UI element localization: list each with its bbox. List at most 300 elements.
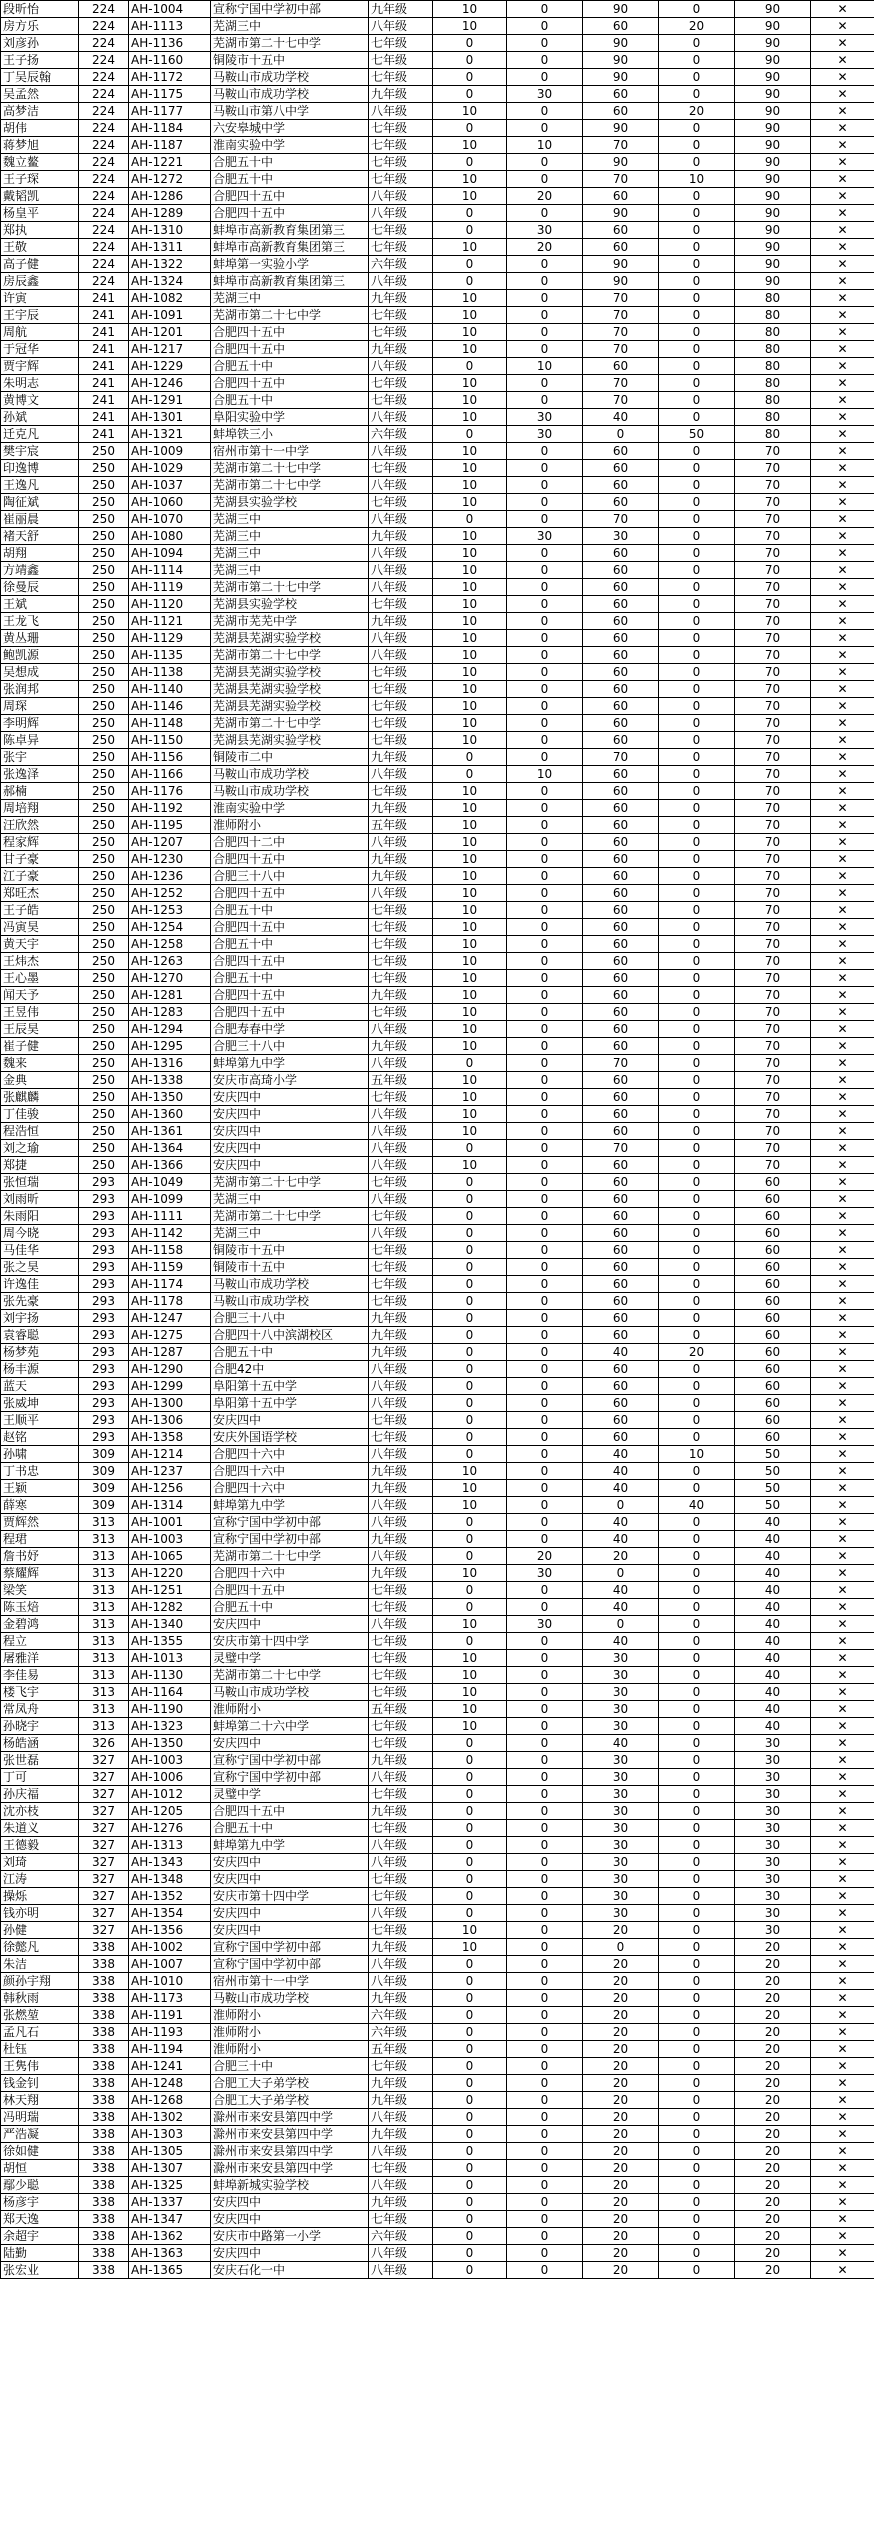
score-b-cell: 0 [507,1327,583,1344]
rank-cell: 338 [79,1990,129,2007]
score-c-cell: 60 [583,613,659,630]
school-cell: 马鞍山市成功学校 [211,783,369,800]
candidate-id-cell: AH-1142 [129,1225,211,1242]
grade-cell: 七年级 [369,919,433,936]
score-c-cell: 70 [583,375,659,392]
table-row [1,630,874,647]
total-cell: 90 [735,120,811,137]
score-d-cell: 0 [659,1650,735,1667]
candidate-id-cell: AH-1159 [129,1259,211,1276]
score-a-cell: 10 [433,783,507,800]
total-cell: 60 [735,1327,811,1344]
grade-cell: 八年级 [369,1514,433,1531]
score-d-cell: 0 [659,2245,735,2262]
candidate-id-cell: AH-1119 [129,579,211,596]
score-d-cell: 0 [659,69,735,86]
score-b-cell: 0 [507,1769,583,1786]
total-cell: 30 [735,1803,811,1820]
rank-cell: 224 [79,103,129,120]
student-name-cell: 朱明志 [1,375,79,392]
score-b-cell: 0 [507,1191,583,1208]
grade-cell: 八年级 [369,18,433,35]
score-b-cell: 0 [507,715,583,732]
candidate-id-cell: AH-1316 [129,1055,211,1072]
table-row [1,1259,874,1276]
score-a-cell: 0 [433,222,507,239]
candidate-id-cell: AH-1221 [129,154,211,171]
cross-icon: ✕ [811,120,874,137]
school-cell: 合肥五十中 [211,1599,369,1616]
score-b-cell: 0 [507,732,583,749]
cross-icon: ✕ [811,1242,874,1259]
score-b-cell: 0 [507,1174,583,1191]
student-name-cell: 冯寅昊 [1,919,79,936]
grade-cell: 七年级 [369,1718,433,1735]
student-name-cell: 闻天予 [1,987,79,1004]
score-d-cell: 0 [659,1667,735,1684]
rank-cell: 250 [79,817,129,834]
student-name-cell: 余超宇 [1,2228,79,2245]
candidate-id-cell: AH-1190 [129,1701,211,1718]
total-cell: 70 [735,477,811,494]
grade-cell: 七年级 [369,953,433,970]
cross-icon: ✕ [811,1412,874,1429]
score-d-cell: 0 [659,443,735,460]
student-name-cell: 金碧鸿 [1,1616,79,1633]
rank-cell: 313 [79,1633,129,1650]
cross-icon: ✕ [811,970,874,987]
student-name-cell: 王炜杰 [1,953,79,970]
total-cell: 40 [735,1616,811,1633]
school-cell: 安庆四中 [211,1412,369,1429]
table-row [1,613,874,630]
grade-cell: 九年级 [369,2075,433,2092]
score-a-cell: 10 [433,630,507,647]
cross-icon: ✕ [811,1072,874,1089]
score-b-cell: 0 [507,477,583,494]
school-cell: 宣称宁国中学初中部 [211,1769,369,1786]
score-b-cell: 0 [507,800,583,817]
student-name-cell: 郑捷 [1,1157,79,1174]
school-cell: 淮师附小 [211,817,369,834]
score-d-cell: 0 [659,902,735,919]
student-name-cell: 汪欣然 [1,817,79,834]
candidate-id-cell: AH-1099 [129,1191,211,1208]
grade-cell: 九年级 [369,290,433,307]
candidate-id-cell: AH-1158 [129,1242,211,1259]
cross-icon: ✕ [811,1803,874,1820]
score-c-cell: 60 [583,1395,659,1412]
grade-cell: 八年级 [369,1854,433,1871]
score-b-cell: 0 [507,596,583,613]
grade-cell: 九年级 [369,2092,433,2109]
score-c-cell: 60 [583,766,659,783]
student-name-cell: 丁佳骏 [1,1106,79,1123]
table-row [1,698,874,715]
grade-cell: 八年级 [369,2245,433,2262]
candidate-id-cell: AH-1338 [129,1072,211,1089]
score-a-cell: 0 [433,1837,507,1854]
cross-icon: ✕ [811,1939,874,1956]
score-a-cell: 0 [433,2058,507,2075]
score-c-cell: 30 [583,1752,659,1769]
total-cell: 40 [735,1565,811,1582]
score-c-cell: 20 [583,2007,659,2024]
school-cell: 淮南实验中学 [211,800,369,817]
candidate-id-cell: AH-1006 [129,1769,211,1786]
grade-cell: 八年级 [369,630,433,647]
score-c-cell: 60 [583,1327,659,1344]
score-c-cell: 20 [583,2041,659,2058]
score-b-cell: 0 [507,1497,583,1514]
grade-cell: 七年级 [369,120,433,137]
score-b-cell: 0 [507,1735,583,1752]
cross-icon: ✕ [811,35,874,52]
candidate-id-cell: AH-1174 [129,1276,211,1293]
candidate-id-cell: AH-1129 [129,630,211,647]
rank-cell: 338 [79,2092,129,2109]
total-cell: 70 [735,868,811,885]
score-a-cell: 10 [433,1701,507,1718]
student-name-cell: 张威坤 [1,1395,79,1412]
rank-cell: 224 [79,273,129,290]
cross-icon: ✕ [811,2143,874,2160]
score-c-cell: 60 [583,834,659,851]
score-d-cell: 0 [659,698,735,715]
student-name-cell: 杨皇平 [1,205,79,222]
rank-cell: 250 [79,1106,129,1123]
grade-cell: 七年级 [369,2160,433,2177]
total-cell: 20 [735,1990,811,2007]
total-cell: 70 [735,1140,811,1157]
total-cell: 80 [735,426,811,443]
score-a-cell: 10 [433,1565,507,1582]
rank-cell: 338 [79,2109,129,2126]
score-a-cell: 10 [433,375,507,392]
candidate-id-cell: AH-1237 [129,1463,211,1480]
score-c-cell: 60 [583,1310,659,1327]
rank-cell: 338 [79,2228,129,2245]
score-d-cell: 0 [659,953,735,970]
rank-cell: 313 [79,1531,129,1548]
score-a-cell: 0 [433,120,507,137]
score-b-cell: 0 [507,1922,583,1939]
total-cell: 70 [735,664,811,681]
school-cell: 蚌埠第九中学 [211,1497,369,1514]
score-c-cell: 70 [583,511,659,528]
student-name-cell: 程立 [1,1633,79,1650]
school-cell: 合肥四十五中 [211,851,369,868]
rank-cell: 224 [79,154,129,171]
cross-icon: ✕ [811,851,874,868]
score-a-cell: 10 [433,460,507,477]
table-row [1,358,874,375]
score-d-cell: 0 [659,358,735,375]
student-name-cell: 李佳易 [1,1667,79,1684]
candidate-id-cell: AH-1301 [129,409,211,426]
score-a-cell: 0 [433,1055,507,1072]
table-row [1,1378,874,1395]
student-name-cell: 张之昊 [1,1259,79,1276]
score-d-cell: 0 [659,2211,735,2228]
total-cell: 70 [735,443,811,460]
grade-cell: 七年级 [369,1429,433,1446]
candidate-id-cell: AH-1121 [129,613,211,630]
grade-cell: 九年级 [369,851,433,868]
score-b-cell: 0 [507,970,583,987]
cross-icon: ✕ [811,630,874,647]
score-c-cell: 70 [583,1140,659,1157]
table-row [1,2177,874,2194]
rank-cell: 250 [79,919,129,936]
score-b-cell: 10 [507,137,583,154]
total-cell: 90 [735,52,811,69]
student-name-cell: 孙晓宇 [1,1718,79,1735]
candidate-id-cell: AH-1230 [129,851,211,868]
score-d-cell: 0 [659,868,735,885]
school-cell: 蚌埠第九中学 [211,1055,369,1072]
candidate-id-cell: AH-1294 [129,1021,211,1038]
cross-icon: ✕ [811,698,874,715]
score-c-cell: 60 [583,1089,659,1106]
total-cell: 70 [735,579,811,596]
cross-icon: ✕ [811,103,874,120]
score-b-cell: 0 [507,919,583,936]
total-cell: 20 [735,1973,811,1990]
score-c-cell: 40 [583,1446,659,1463]
cross-icon: ✕ [811,1259,874,1276]
total-cell: 70 [735,545,811,562]
cross-icon: ✕ [811,1871,874,1888]
candidate-id-cell: AH-1360 [129,1106,211,1123]
grade-cell: 九年级 [369,613,433,630]
score-b-cell: 0 [507,171,583,188]
table-row [1,2143,874,2160]
student-name-cell: 黄天宇 [1,936,79,953]
total-cell: 50 [735,1497,811,1514]
score-a-cell: 0 [433,1344,507,1361]
school-cell: 芜湖市第二十七中学 [211,35,369,52]
table-row [1,1973,874,1990]
grade-cell: 八年级 [369,834,433,851]
total-cell: 40 [735,1514,811,1531]
table-row [1,1276,874,1293]
total-cell: 50 [735,1463,811,1480]
score-a-cell: 10 [433,1684,507,1701]
total-cell: 90 [735,256,811,273]
school-cell: 芜湖县芜湖实验学校 [211,732,369,749]
student-name-cell: 梁笑 [1,1582,79,1599]
total-cell: 60 [735,1225,811,1242]
score-c-cell: 90 [583,205,659,222]
cross-icon: ✕ [811,817,874,834]
rank-cell: 250 [79,885,129,902]
school-cell: 合肥四十五中 [211,188,369,205]
total-cell: 20 [735,2007,811,2024]
total-cell: 30 [735,1769,811,1786]
school-cell: 滁州市来安县第四中学 [211,2143,369,2160]
candidate-id-cell: AH-1254 [129,919,211,936]
score-a-cell: 0 [433,1633,507,1650]
score-d-cell: 0 [659,1718,735,1735]
candidate-id-cell: AH-1140 [129,681,211,698]
score-a-cell: 10 [433,1480,507,1497]
rank-cell: 250 [79,477,129,494]
rank-cell: 241 [79,409,129,426]
school-cell: 宣称宁国中学初中部 [211,1956,369,1973]
rank-cell: 250 [79,596,129,613]
score-a-cell: 0 [433,1293,507,1310]
student-name-cell: 高子健 [1,256,79,273]
student-name-cell: 周航 [1,324,79,341]
cross-icon: ✕ [811,1021,874,1038]
student-name-cell: 黄丛珊 [1,630,79,647]
score-d-cell: 0 [659,1582,735,1599]
rank-cell: 250 [79,579,129,596]
student-name-cell: 王龙飞 [1,613,79,630]
total-cell: 20 [735,2245,811,2262]
score-b-cell: 0 [507,1106,583,1123]
grade-cell: 八年级 [369,273,433,290]
rank-cell: 338 [79,2194,129,2211]
score-b-cell: 0 [507,1021,583,1038]
score-a-cell: 10 [433,1650,507,1667]
score-d-cell: 0 [659,919,735,936]
grade-cell: 八年级 [369,885,433,902]
table-row [1,1701,874,1718]
student-name-cell: 丁吴辰翰 [1,69,79,86]
candidate-id-cell: AH-1290 [129,1361,211,1378]
candidate-id-cell: AH-1350 [129,1089,211,1106]
score-c-cell: 60 [583,1293,659,1310]
score-a-cell: 0 [433,1548,507,1565]
rank-cell: 224 [79,120,129,137]
candidate-id-cell: AH-1302 [129,2109,211,2126]
score-d-cell: 0 [659,749,735,766]
total-cell: 70 [735,1106,811,1123]
score-d-cell: 0 [659,2058,735,2075]
grade-cell: 五年级 [369,2041,433,2058]
student-name-cell: 王敬 [1,239,79,256]
score-b-cell: 20 [507,1548,583,1565]
score-d-cell: 0 [659,2075,735,2092]
score-c-cell: 60 [583,494,659,511]
score-d-cell: 0 [659,1837,735,1854]
score-a-cell: 0 [433,1973,507,1990]
score-b-cell: 0 [507,52,583,69]
score-d-cell: 0 [659,120,735,137]
grade-cell: 七年级 [369,239,433,256]
student-name-cell: 薛寒 [1,1497,79,1514]
student-name-cell: 胡伟 [1,120,79,137]
score-a-cell: 0 [433,2245,507,2262]
cross-icon: ✕ [811,1480,874,1497]
student-name-cell: 王辰昊 [1,1021,79,1038]
score-a-cell: 10 [433,953,507,970]
score-a-cell: 0 [433,426,507,443]
student-name-cell: 刘彦孙 [1,35,79,52]
candidate-id-cell: AH-1276 [129,1820,211,1837]
total-cell: 60 [735,1429,811,1446]
score-b-cell: 10 [507,358,583,375]
candidate-id-cell: AH-1356 [129,1922,211,1939]
total-cell: 70 [735,1055,811,1072]
grade-cell: 七年级 [369,375,433,392]
cross-icon: ✕ [811,2177,874,2194]
grade-cell: 八年级 [369,2177,433,2194]
table-row [1,681,874,698]
total-cell: 40 [735,1684,811,1701]
grade-cell: 七年级 [369,460,433,477]
table-row [1,1038,874,1055]
score-c-cell: 60 [583,732,659,749]
table-row [1,1,874,18]
score-d-cell: 0 [659,1395,735,1412]
cross-icon: ✕ [811,1667,874,1684]
rank-cell: 338 [79,2143,129,2160]
total-cell: 70 [735,970,811,987]
score-d-cell: 0 [659,392,735,409]
school-cell: 芜湖市第二十七中学 [211,715,369,732]
total-cell: 60 [735,1259,811,1276]
rank-cell: 313 [79,1718,129,1735]
table-row [1,1939,874,1956]
score-c-cell: 60 [583,1259,659,1276]
total-cell: 30 [735,1922,811,1939]
grade-cell: 七年级 [369,1633,433,1650]
candidate-id-cell: AH-1247 [129,1310,211,1327]
candidate-id-cell: AH-1299 [129,1378,211,1395]
table-row [1,1684,874,1701]
candidate-id-cell: AH-1241 [129,2058,211,2075]
score-a-cell: 0 [433,2007,507,2024]
candidate-id-cell: AH-1065 [129,1548,211,1565]
score-a-cell: 0 [433,1395,507,1412]
total-cell: 90 [735,171,811,188]
score-d-cell: 10 [659,1446,735,1463]
rank-cell: 293 [79,1276,129,1293]
score-d-cell: 0 [659,1888,735,1905]
cross-icon: ✕ [811,2262,874,2279]
score-c-cell: 0 [583,1939,659,1956]
school-cell: 合肥五十中 [211,936,369,953]
grade-cell: 五年级 [369,1701,433,1718]
table-row [1,715,874,732]
grade-cell: 七年级 [369,1871,433,1888]
table-row [1,1582,874,1599]
score-a-cell: 10 [433,1922,507,1939]
student-name-cell: 崔丽晨 [1,511,79,528]
school-cell: 安庆四中 [211,1157,369,1174]
cross-icon: ✕ [811,443,874,460]
cross-icon: ✕ [811,919,874,936]
score-c-cell: 60 [583,358,659,375]
table-row [1,137,874,154]
student-name-cell: 房方乐 [1,18,79,35]
score-b-cell: 0 [507,1310,583,1327]
score-b-cell: 10 [507,766,583,783]
candidate-id-cell: AH-1184 [129,120,211,137]
grade-cell: 六年级 [369,2228,433,2245]
cross-icon: ✕ [811,1310,874,1327]
rank-cell: 313 [79,1582,129,1599]
rank-cell: 313 [79,1701,129,1718]
school-cell: 安庆四中 [211,1089,369,1106]
candidate-id-cell: AH-1348 [129,1871,211,1888]
grade-cell: 七年级 [369,732,433,749]
table-row [1,1395,874,1412]
score-c-cell: 30 [583,1803,659,1820]
